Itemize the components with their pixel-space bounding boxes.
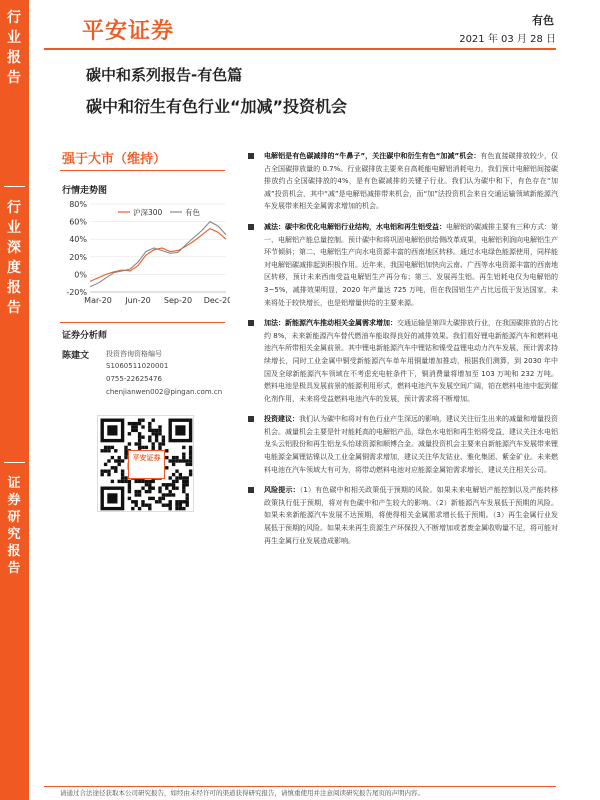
qr-module — [111, 446, 114, 449]
qr-module — [128, 490, 131, 493]
qr-module — [175, 504, 178, 507]
qr-module — [111, 480, 114, 483]
qr-module — [186, 497, 189, 500]
footer-disclaimer: 请通过合法途径获取本公司研究报告，如经由未经许可的渠道获得研究报告，请慎重使用并注意阅读研究报告尾页的声明内容。 — [60, 789, 424, 797]
analyst-cert-number: S1060511020001 — [106, 362, 169, 370]
side-char: 告 — [7, 561, 22, 576]
qr-module — [155, 439, 158, 442]
bullet-square-icon — [248, 153, 254, 159]
qr-module — [148, 490, 151, 493]
qr-module — [189, 449, 192, 452]
qr-module — [141, 480, 144, 483]
qr-module — [128, 480, 131, 483]
qr-module — [124, 446, 127, 449]
qr-module — [138, 507, 141, 510]
x-tick-label: Mar-20 — [84, 296, 112, 305]
qr-module — [189, 473, 192, 476]
side-char: 究 — [7, 527, 22, 542]
qr-module — [172, 483, 175, 486]
qr-module — [148, 497, 151, 500]
qr-finder — [107, 425, 117, 435]
y-tick-label: 20% — [69, 252, 87, 262]
qr-module — [118, 463, 121, 466]
qr-module — [148, 507, 151, 510]
header-divider — [44, 48, 556, 50]
side-char: 报 — [7, 280, 22, 296]
qr-module — [165, 504, 168, 507]
chart-svg — [60, 196, 230, 308]
qr-module — [186, 463, 189, 466]
qr-module — [111, 456, 114, 459]
qr-module — [186, 483, 189, 486]
qr-module — [169, 507, 172, 510]
paragraph-lead: 投资建议： — [264, 415, 299, 424]
qr-module — [107, 446, 110, 449]
qr-module — [121, 480, 124, 483]
qr-module — [169, 493, 172, 496]
analyst-email[interactable]: chenjianwen002@pingan.com.cn — [106, 388, 223, 396]
side-divider — [4, 186, 25, 187]
qr-module — [131, 500, 134, 503]
qr-module — [175, 476, 178, 479]
qr-module — [114, 466, 117, 469]
qr-module — [162, 497, 165, 500]
qr-module — [182, 456, 185, 459]
qr-module — [135, 504, 138, 507]
qr-module — [158, 487, 161, 490]
qr-module — [118, 480, 121, 483]
qr-module — [152, 497, 155, 500]
side-char: 告 — [7, 70, 22, 86]
qr-module — [107, 473, 110, 476]
qr-module — [148, 422, 151, 425]
qr-module — [182, 490, 185, 493]
paragraph-risk-warning — [246, 484, 558, 547]
qr-module — [145, 480, 148, 483]
paragraph-addition — [246, 317, 558, 405]
analyst-divider — [60, 322, 225, 323]
qr-module — [189, 463, 192, 466]
side-char: 业 — [7, 220, 22, 236]
qr-module — [135, 490, 138, 493]
qr-module — [175, 507, 178, 510]
qr-module — [186, 493, 189, 496]
qr-module — [172, 463, 175, 466]
side-char: 度 — [7, 260, 22, 276]
qr-module — [104, 463, 107, 466]
qr-module — [135, 429, 138, 432]
analyst-section-label: 证券分析师 — [62, 331, 108, 341]
qr-module — [131, 429, 134, 432]
qr-module — [107, 459, 110, 462]
side-char: 业 — [7, 30, 22, 46]
paragraph-lead: 风险提示： — [264, 486, 300, 495]
summary-column — [246, 150, 558, 555]
qr-module — [182, 480, 185, 483]
qr-module — [138, 480, 141, 483]
qr-module — [145, 483, 148, 486]
qr-module — [107, 470, 110, 473]
qr-module — [141, 504, 144, 507]
side-divider — [4, 462, 25, 463]
qr-module — [175, 500, 178, 503]
qr-module — [152, 429, 155, 432]
side-char: 行 — [7, 10, 22, 26]
side-char: 报 — [7, 50, 22, 66]
footer-divider — [44, 786, 556, 787]
qr-module — [152, 480, 155, 483]
qr-module — [118, 456, 121, 459]
qr-module — [135, 500, 138, 503]
rating-divider — [60, 170, 225, 171]
qr-module — [141, 446, 144, 449]
qr-module — [118, 459, 121, 462]
qr-module — [186, 500, 189, 503]
qr-module — [186, 476, 189, 479]
qr-module — [148, 425, 151, 428]
paragraph-investment-advice — [246, 413, 558, 476]
qr-module — [148, 439, 151, 442]
qr-logo: 平安证券 — [128, 450, 165, 479]
qr-module — [148, 504, 151, 507]
qr-finder — [107, 493, 117, 503]
side-banner — [0, 0, 29, 800]
side-char: 报 — [7, 544, 22, 559]
qr-module — [175, 459, 178, 462]
qr-module — [138, 490, 141, 493]
qr-module — [165, 487, 168, 490]
side-char: 告 — [7, 300, 22, 316]
qr-module — [155, 432, 158, 435]
qr-module — [101, 449, 104, 452]
qr-module — [107, 449, 110, 452]
qr-module — [172, 456, 175, 459]
qr-module — [182, 487, 185, 490]
qr-module — [165, 456, 168, 459]
qr-module — [124, 480, 127, 483]
qr-module — [101, 473, 104, 476]
qr-module — [114, 470, 117, 473]
qr-module — [141, 425, 144, 428]
qr-module — [138, 436, 141, 439]
qr-module — [138, 446, 141, 449]
qr-module — [172, 493, 175, 496]
qr-module — [135, 480, 138, 483]
paragraph-lead: 电解铝是有色碳减排的“牛鼻子”，关注碳中和衍生有色“加减”机会： — [264, 152, 481, 160]
side-label-securities-research — [0, 475, 29, 577]
qr-module — [175, 470, 178, 473]
qr-module — [162, 483, 165, 486]
qr-module — [179, 473, 182, 476]
qr-module — [169, 500, 172, 503]
x-tick-label: Jun-20 — [125, 296, 151, 305]
qr-module — [158, 446, 161, 449]
qr-module — [152, 419, 155, 422]
qr-module — [101, 470, 104, 473]
qr-module — [182, 476, 185, 479]
qr-module — [182, 483, 185, 486]
report-subtitle: 碳中和系列报告-有色篇 — [86, 66, 243, 84]
qr-module — [131, 425, 134, 428]
paragraph-text: 电解铝的碳减排主要有三种方式：第一、电解铝产能总量控制。预计碳中和将巩固电解铝供给侧改革成果，电解铝利润向电解铝生产环节倾斜；第二、电解铝生产向水电资源丰富的西南地区转移。通过水电绿色能源使用，同样能对电解铝碳减排起到积极作用。近年来，我国电解铝加快向云南、广西等水电资源丰富的西南地区转移，预计未来西南受益电解铝生产再分布；第三、发展再生铝。再生铝耗电仅为电解铝的 3~5%，减排效果明显，2020 年产量达 725 万吨，但在我国铝生产占比远低于发达国家，未来将处于较快增长，也是铝增量供给的主要来源。 — [264, 222, 558, 307]
qr-module — [121, 459, 124, 462]
qr-module — [169, 490, 172, 493]
analyst-phone: 0755-22625476 — [106, 375, 162, 383]
qr-module — [155, 436, 158, 439]
qr-module — [182, 507, 185, 510]
qr-module — [128, 483, 131, 486]
qr-module — [111, 466, 114, 469]
qr-module — [179, 500, 182, 503]
qr-module — [145, 504, 148, 507]
qr-module — [158, 490, 161, 493]
chart-title: 行情走势图 — [62, 186, 108, 196]
side-char: 深 — [7, 240, 22, 256]
qr-module — [128, 432, 131, 435]
y-tick-label: 60% — [69, 217, 87, 227]
legend-label: 有色 — [185, 208, 200, 217]
qr-module — [158, 500, 161, 503]
qr-module — [182, 453, 185, 456]
market-trend-chart — [60, 196, 230, 308]
qr-module — [189, 459, 192, 462]
qr-module — [169, 504, 172, 507]
side-char: 行 — [7, 200, 22, 216]
qr-module — [138, 493, 141, 496]
qr-module — [128, 442, 131, 445]
qr-module — [141, 487, 144, 490]
qr-module — [179, 507, 182, 510]
qr-module — [175, 480, 178, 483]
chart-series-line-hs300 — [90, 229, 226, 282]
qr-module — [172, 487, 175, 490]
qr-module — [162, 442, 165, 445]
qr-finder — [175, 425, 185, 435]
x-tick-label: Dec-20 — [203, 296, 230, 305]
qr-module — [138, 442, 141, 445]
qr-module — [189, 446, 192, 449]
qr-module — [148, 487, 151, 490]
qr-module — [114, 449, 117, 452]
report-date: 2021 年 03 月 28 日 — [459, 34, 556, 45]
paragraph-lead: 加法：新能源汽车推动相关金属需求增加： — [264, 319, 397, 328]
qr-module — [179, 504, 182, 507]
qr-module — [169, 483, 172, 486]
qr-module — [165, 483, 168, 486]
qr-module — [189, 470, 192, 473]
qr-module — [165, 466, 168, 469]
paragraph-text: （1）有色碳中和相关政策低于预期的风险。如果未来电解铝产能控制以及产能转移政策执行低于预期，将对有色碳中和产生较大的影响。（2）新能源汽车发展低于预期的风险。如果未来新能源汽车发展不达预期，将使得相关金属需求增长低于预期。（3）再生金属行业发展低于预期的风险。如果未来再生资源生产环保投入不断增加或者废金属收购量不足，将可能对再生金属行业发展造成影响。 — [264, 486, 559, 545]
qr-module — [121, 473, 124, 476]
qr-module — [135, 493, 138, 496]
qr-module — [186, 504, 189, 507]
side-char: 券 — [7, 493, 22, 508]
qr-module — [104, 446, 107, 449]
y-tick-label: 0% — [74, 270, 87, 280]
qr-module — [169, 459, 172, 462]
paragraph-overview — [246, 150, 558, 213]
qr-module — [148, 436, 151, 439]
y-tick-label: 80% — [69, 200, 87, 209]
qr-module — [131, 422, 134, 425]
qr-module — [172, 473, 175, 476]
sector-label: 有色 — [532, 14, 554, 27]
rating-label: 强于大市（维持） — [62, 152, 167, 167]
legend-label: 沪深300 — [133, 208, 163, 217]
qr-module — [189, 456, 192, 459]
qr-module — [135, 442, 138, 445]
qr-module — [182, 446, 185, 449]
qr-module — [114, 459, 117, 462]
qr-module — [186, 480, 189, 483]
qr-module — [158, 432, 161, 435]
paragraph-text: 我们认为碳中和将对有色行业产生深远的影响，建议关注衍生出来的减量和增量投资机会。减量机会主要是针对能耗高的电解铝产品，绿色水电铝和再生铝将受益，建议关注水电铝龙头云铝股份和再生铝龙头怡球资源和顺博合金。减量投资机会主要来自新能源汽车发展带来锂电能源金属锂钴镍以及工业金属铜需求增加，建议关注华友钴业、雅化集团、紫金矿业。未来燃料电池在汽车领域大有可为，将带动燃料电池对应能源金属铂需求增长，建议关注相关公司。 — [264, 415, 558, 474]
qr-module — [152, 442, 155, 445]
qr-module — [162, 504, 165, 507]
qr-module — [165, 493, 168, 496]
qr-module — [179, 476, 182, 479]
qr-module — [138, 432, 141, 435]
paragraph-lead: 减法：碳中和优化电解铝行业结构，水电铝和再生铝受益： — [264, 222, 446, 231]
qr-module — [186, 459, 189, 462]
qr-module — [175, 487, 178, 490]
qr-module — [155, 500, 158, 503]
side-label-deep-report — [0, 198, 29, 318]
qr-module — [155, 429, 158, 432]
y-tick-label: -20% — [66, 288, 87, 297]
qr-module — [172, 459, 175, 462]
qr-module — [128, 487, 131, 490]
qr-module — [182, 500, 185, 503]
qr-module — [121, 476, 124, 479]
qr-module — [182, 459, 185, 462]
y-tick-label: 40% — [69, 235, 87, 245]
bullet-square-icon — [248, 416, 254, 422]
qr-module — [128, 422, 131, 425]
qr-module — [162, 436, 165, 439]
qr-module — [158, 425, 161, 428]
qr-module — [141, 500, 144, 503]
qr-module — [141, 419, 144, 422]
analyst-name: 陈建文 — [62, 351, 90, 361]
bullet-square-icon — [248, 224, 254, 230]
qr-module — [128, 497, 131, 500]
qr-module — [162, 493, 165, 496]
side-char: 研 — [7, 510, 22, 525]
qr-module — [175, 456, 178, 459]
qr-module — [131, 507, 134, 510]
analyst-cert-label: 投资咨询资格编号 — [106, 350, 162, 358]
qr-module — [152, 432, 155, 435]
paragraph-text: 有色直接碳排放较少，仅占全国碳排放量的 0.7%。行业碳排放主要来自高耗能电解铝消耗电力，我们预计电解铝间接碳排放约占全国碳排放的4%，是有色碳减排的关键子行业。我们认为碳中和下，有色存在“加减”投资机会，其中“减”是电解铝减排带来机会，而“加”法投资机会来自交通运输领域新能源汽车发展带来相关金属需求增加的机会。 — [264, 152, 559, 211]
qr-module — [138, 439, 141, 442]
qr-module — [162, 439, 165, 442]
report-title: 碳中和衍生有色行业“加减”投资机会 — [86, 97, 348, 116]
qr-module — [135, 425, 138, 428]
qr-module — [138, 419, 141, 422]
qr-module — [104, 470, 107, 473]
qr-module — [135, 422, 138, 425]
qr-module — [145, 490, 148, 493]
qr-module — [172, 480, 175, 483]
bullet-square-icon — [248, 487, 254, 493]
company-logo: 平安证券 — [82, 19, 175, 44]
qr-module — [148, 429, 151, 432]
qr-module — [141, 436, 144, 439]
side-char: 证 — [7, 476, 22, 491]
qr-module — [104, 449, 107, 452]
qr-module — [169, 476, 172, 479]
qr-module — [158, 429, 161, 432]
qr-code[interactable] — [97, 415, 194, 512]
qr-module — [179, 459, 182, 462]
qr-module — [145, 446, 148, 449]
qr-module — [148, 480, 151, 483]
qr-module — [165, 449, 168, 452]
side-label-industry-report — [0, 8, 29, 88]
qr-module — [121, 470, 124, 473]
qr-module — [152, 487, 155, 490]
qr-module — [158, 442, 161, 445]
paragraph-text: 交通运输是第四大碳排放行业，在我国碳排放的占比约 8%，未来新能源汽车替代燃油车能取得良好的减排效果。我们看好锂电新能源汽车和燃料电池汽车所带相关金属前景。其中锂电新能源汽车中锂钴和镍受益锂电动力汽车发展，预计需求持续增长，同时工业金属中铜受新能源汽车单车用铜量增加推动，根据我们测算，到 2030 年中国及全球新能源汽车领域在不考虑充电桩条件下，铜消费量将增加至 103 万吨和 232 万吨。燃料电池是极具发展前景的能源利用形式，燃料电池汽车发展空间广阔，铂在燃料电池中起到催化剂作用，未来将受益燃料电池汽车的发展，预计需求将不断增加。 — [264, 319, 558, 403]
qr-module — [158, 497, 161, 500]
qr-module — [189, 453, 192, 456]
qr-module — [148, 483, 151, 486]
qr-module — [152, 446, 155, 449]
x-tick-label: Sep-20 — [163, 296, 193, 305]
bullet-square-icon — [248, 320, 254, 326]
paragraph-subtraction — [246, 221, 558, 309]
qr-module — [138, 422, 141, 425]
